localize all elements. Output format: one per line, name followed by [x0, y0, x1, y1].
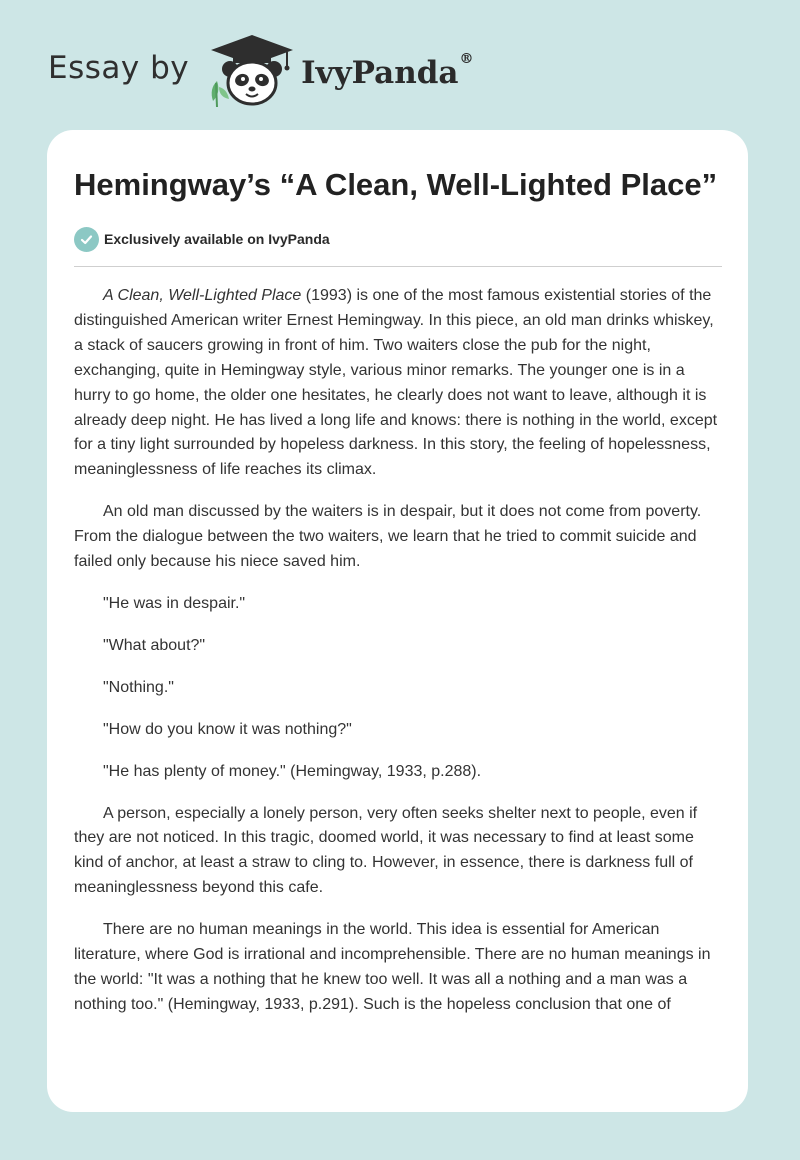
- check-circle-icon: [74, 227, 99, 252]
- quote-line-3: "Nothing.": [103, 678, 174, 696]
- essay-title: Hemingway’s “A Clean, Well-Lighted Place”: [74, 167, 718, 202]
- paragraph-3: A person, especially a lonely person, very often seeks shelter next to people, even if they are not noticed. In this tragic, doomed world, it was necessary to find at least some kind of anchor, at least a straw to cling to. However, in essence, there is darkness full of meaninglessness beyond this cafe.: [74, 804, 698, 897]
- quote-line-1: "He was in despair.": [103, 594, 246, 612]
- story-title-italic: A Clean, Well-Lighted Place: [103, 287, 302, 304]
- title-divider: [74, 266, 722, 267]
- exclusive-badge-text: Exclusively available on IvyPanda: [104, 231, 330, 247]
- quote-line-5: "He has plenty of money." (Hemingway, 1933, p.288).: [103, 762, 482, 780]
- paragraph-4: There are no human meanings in the world. This idea is essential for American literature, where God is irrational and incomprehensible. There are no human meanings in the world: "It was a nothing that he knew too well. It was all a nothing and a man was a nothing too." (Hemingway, 1933, p.291). Such is the hopeless conclusion that one of: [74, 921, 711, 1013]
- essay-body: [74, 284, 724, 1018]
- essay-content: [74, 130, 724, 1035]
- quote-line-4: "How do you know it was nothing?": [103, 720, 352, 738]
- exclusive-badge: [74, 226, 724, 252]
- paragraph-2: An old man discussed by the waiters is in despair, but it does not come from poverty. From the dialogue between the two waiters, we learn that he tried to commit suicide and failed only because his niece saved him.: [74, 503, 702, 571]
- paragraph-1-text: (1993) is one of the most famous existential stories of the distinguished American writer Ernest Hemingway. In this piece, an old man drinks whiskey, a stack of saucers growing in front of him. Two waiters close the pub for the night, exchanging, quite in Hemingway style, various minor remarks. The younger one is in a hurry to go home, the older one hesitates, he clearly does not want to leave, although it is already deep night. He has lived a long life and knows: there is nothing in the world, except for a tiny light surrounded by hopeless darkness. In this story, the feeling of hopelessness, meaninglessness of life reaches its climax.: [74, 287, 718, 479]
- brand-name-text: IvyPanda: [301, 55, 459, 91]
- paragraph-1: [74, 284, 724, 483]
- panda-graduate-logo-icon[interactable]: [207, 31, 297, 109]
- essay-by-label: Essay by: [48, 50, 190, 86]
- brand-name[interactable]: [301, 51, 474, 91]
- registered-mark: ®: [459, 51, 474, 67]
- essay-card: [47, 130, 748, 1112]
- site-header: [48, 32, 474, 112]
- quote-line-2: "What about?": [103, 636, 206, 654]
